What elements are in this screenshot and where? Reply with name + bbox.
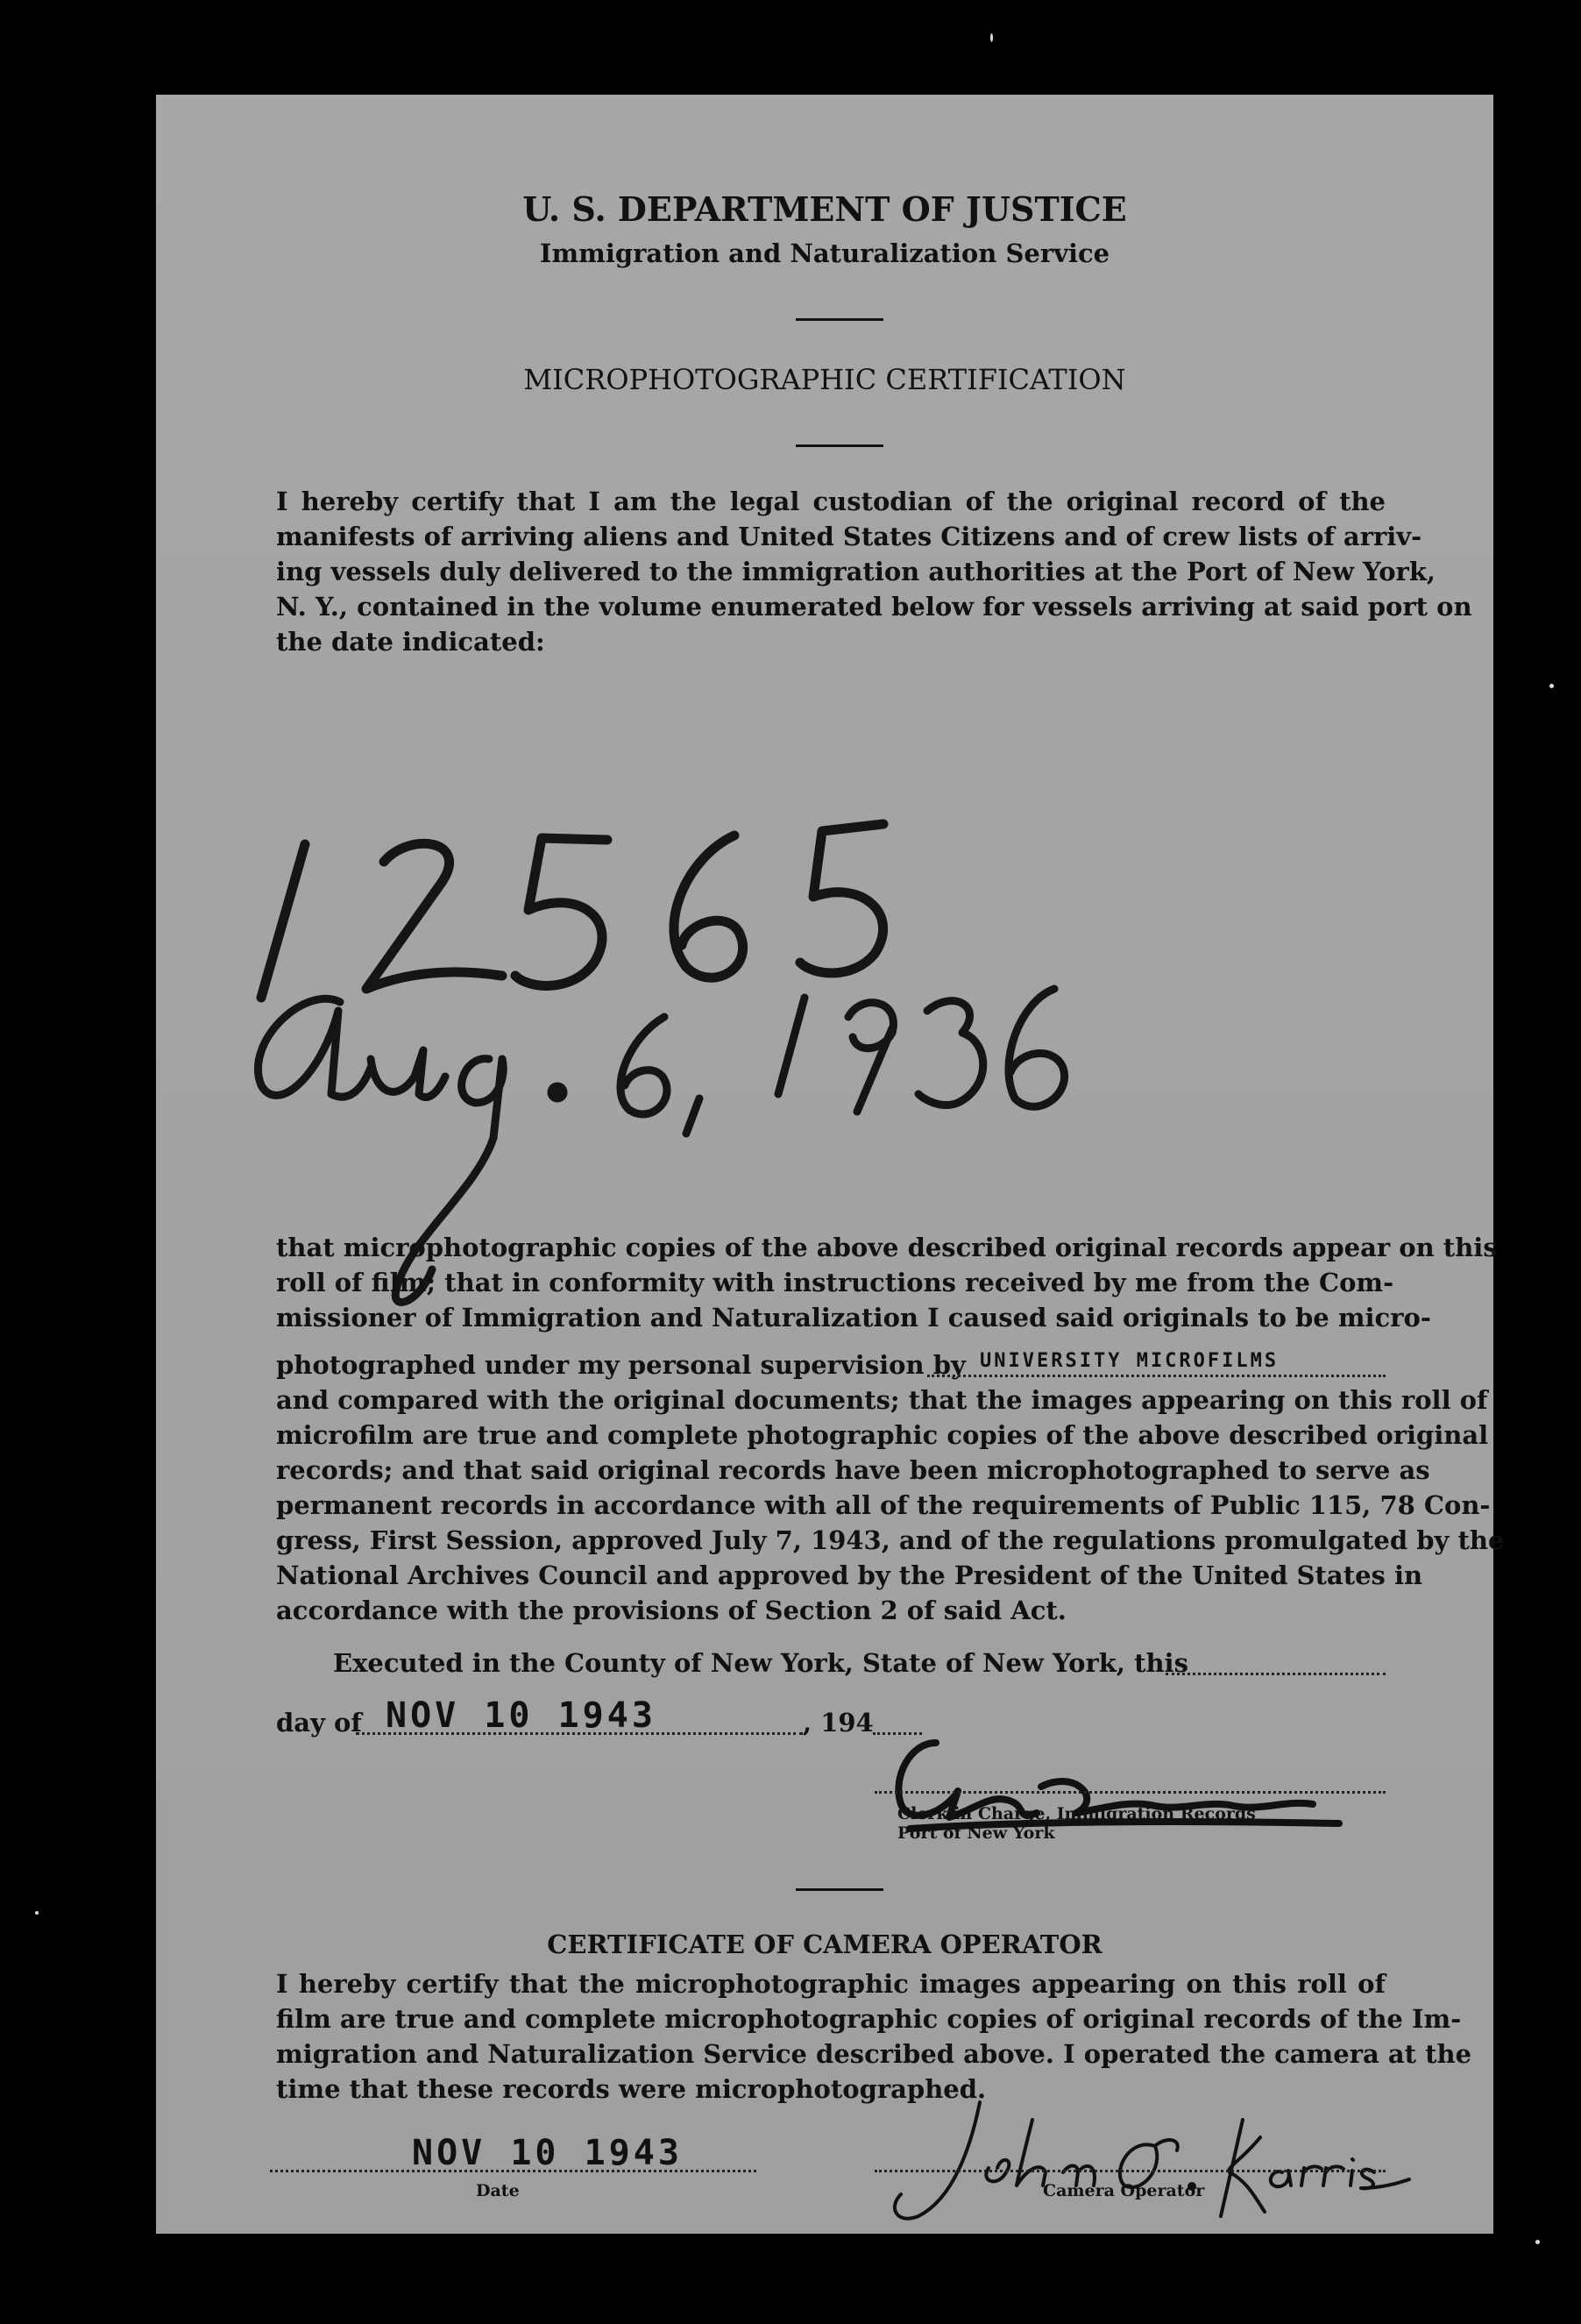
operator-date-stamp: NOV 10 1943	[412, 2133, 683, 2173]
body-line: National Archives Council and approved by the President of the United States in	[276, 1560, 1423, 1590]
certificate-sheet	[156, 95, 1505, 2234]
agency-title: U. S. DEPARTMENT OF JUSTICE	[522, 189, 1127, 229]
intro-line: the date indicated:	[276, 627, 545, 657]
header-divider	[796, 318, 883, 321]
body-line: permanent records in accordance with all of the requirements of Public 115, 78 Con-	[276, 1490, 1491, 1520]
film-speck	[35, 1911, 39, 1915]
intro-line: ing vessels duly delivered to the immigration authorities at the Port of New York,	[276, 557, 1436, 586]
certification-title: MICROPHOTOGRAPHIC CERTIFICATION	[523, 363, 1126, 396]
service-subtitle: Immigration and Naturalization Service	[539, 238, 1110, 268]
body-line: and compared with the original documents; that the images appearing on this roll of	[276, 1385, 1488, 1415]
executed-date-stamp: NOV 10 1943	[386, 1695, 656, 1736]
body-line: records; and that said original records have been microphotographed to serve as	[276, 1455, 1430, 1485]
executed-text: Executed in the County of New York, State of New York, this	[333, 1648, 1188, 1678]
executed-dotted-line	[1166, 1673, 1386, 1675]
film-speck	[1549, 684, 1554, 688]
clerk-signature	[875, 1708, 1400, 1883]
body-line: gress, First Session, approved July 7, 1943, and of the regulations promulgated by the	[276, 1525, 1505, 1555]
body-line: missioner of Immigration and Naturalization I caused said originals to be micro-	[276, 1303, 1431, 1333]
body-line: roll of film; that in conformity with instructions received by me from the Com-	[276, 1268, 1394, 1297]
clerk-title-line2: Port of New York	[897, 1823, 1055, 1843]
day-of-label: day of	[276, 1708, 362, 1738]
camera-operator-label: Camera Operator	[1043, 2181, 1205, 2200]
supervision-prefix: photographed under my personal supervision by	[276, 1350, 966, 1380]
date-label: Date	[476, 2181, 520, 2200]
operator-heading: CERTIFICATE OF CAMERA OPERATOR	[547, 1930, 1102, 1959]
intro-line: manifests of arriving aliens and United States Citizens and of crew lists of arriv-	[276, 522, 1422, 551]
film-speck	[990, 33, 993, 42]
body-line: that microphotographic copies of the above described original records appear on this	[276, 1233, 1498, 1262]
operator-line: I hereby certify that the microphotographic images appearing on this roll of	[276, 1969, 1386, 1999]
microfilm-company-stamp: UNIVERSITY MICROFILMS	[980, 1350, 1280, 1372]
operator-line: migration and Naturalization Service described above. I operated the camera at the	[276, 2039, 1472, 2069]
operator-line: film are true and complete microphotographic copies of original records of the Im-	[276, 2004, 1462, 2034]
operator-signature-line	[875, 2170, 1386, 2172]
camera-operator-signature	[875, 2085, 1418, 2234]
body-line: microfilm are true and complete photographic copies of the above described original	[276, 1420, 1489, 1450]
body-line: accordance with the provisions of Section 2 of said Act.	[276, 1596, 1067, 1625]
film-speck	[1535, 2240, 1540, 2244]
clerk-signature-line	[875, 1791, 1386, 1794]
intro-line: I hereby certify that I am the legal custodian of the original record of the	[276, 487, 1386, 516]
operator-line: time that these records were microphotographed.	[276, 2074, 987, 2104]
intro-line: N. Y., contained in the volume enumerated below for vessels arriving at said port on	[276, 592, 1472, 622]
section-divider	[796, 1888, 883, 1891]
year-prefix: , 194	[803, 1708, 874, 1738]
supervision-dotted-line	[927, 1375, 1386, 1377]
clerk-title-line1: Clerk in Charge, Immigration Records	[897, 1804, 1256, 1823]
title-divider	[796, 444, 883, 447]
